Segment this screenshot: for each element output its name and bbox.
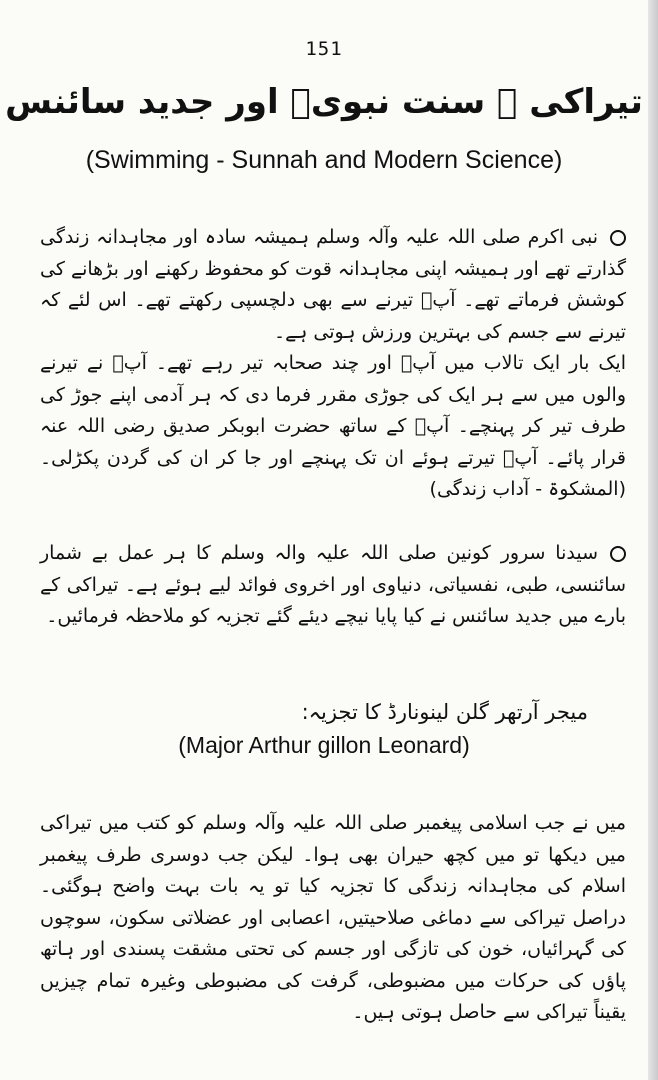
paragraph-3-text: سیدنا سرور کونین صلی اللہ علیہ والہ وسلم کا ہر عمل بے شمار سائنسی، طبی، نفسیاتی، دنیاوی اور اخروی فوائد لیے ہوئے ہے۔ تیراکی کے بارے میں جدید سائنس نے کیا پایا نیچے دیئے گئے تجزیہ کو ملاحظہ فرمائیں۔ bbox=[40, 542, 626, 627]
paragraph-1-text: نبی اکرم صلی اللہ علیہ وآلہ وسلم ہمیشہ سادہ اور مجاہدانہ زندگی گذارتے تھے اور ہمیشہ اپنی مجاہدانہ قوت کو محفوظ رکھنے اور بڑھانے کی کوشش فرماتے تھے۔ آپؐ تیرنے سے بھی دلچسپی رکھتے تھے۔ اس لئے کہ تیرنے سے جسم کی بہترین ورزش ہوتی ہے۔ bbox=[40, 226, 626, 343]
paragraph-4 bbox=[40, 808, 626, 1029]
analysis-heading-english: (Major Arthur gillon Leonard) bbox=[178, 732, 470, 758]
paragraph-2-text: ایک بار ایک تالاب میں آپؐ اور چند صحابہ تیر رہے تھے۔ آپؐ نے تیرنے والوں میں سے ہر ایک کی جوڑی مقرر فرما دی کہ ہر آدمی اپنے جوڑ کی طرف تیر کر پہنچے۔ آپؐ کے ساتھ حضرت ابوبکر صدیق رضی اللہ عنہ قرار پائے۔ آپؐ تیرتے ہوئے ان تک پہنچے اور جا کر ان کی گردن پکڑلی۔ (المشکوۃ - آداب زندگی) bbox=[40, 352, 626, 500]
paragraph-3 bbox=[40, 538, 626, 633]
paragraph-1 bbox=[40, 222, 626, 348]
chapter-title-urdu: تیراکی ۔ سنت نبویؐ اور جدید سائنس bbox=[5, 82, 643, 122]
paragraph-2 bbox=[40, 348, 626, 506]
circle-bullet-icon bbox=[610, 230, 626, 246]
chapter-title-english: (Swimming - Sunnah and Modern Science) bbox=[85, 146, 563, 174]
paragraph-4-text: میں نے جب اسلامی پیغمبر صلی اللہ علیہ وآلہ وسلم کو کتب میں تیراکی میں دیکھا تو میں کچھ حیران بھی ہوا۔ لیکن جب دوسری طرف پیغمبر اسلام کی مجاہدانہ زندگی کا تجزیہ کیا تو یہ بات بہت واضح ہوگئی۔ دراصل تیراکی سے دماغی صلاحیتیں، اعصابی اور عضلاتی سکون، سوچوں کی گہرائیاں، خون کی تازگی اور جسم کی تحتی مشقت پسندی اور ہاتھ پاؤں کی حرکات میں مضبوطی، گرفت کی مضبوطی وغیرہ تمام چیزیں یقیناً تیراکی سے حاصل ہوتی ہیں۔ bbox=[40, 812, 626, 1023]
circle-bullet-icon bbox=[610, 546, 626, 562]
page-edge bbox=[648, 0, 658, 1080]
analysis-heading-urdu: میجر آرتھر گلن لینونارڈ کا تجزیہ: bbox=[301, 700, 588, 724]
page-number: 151 bbox=[305, 38, 343, 60]
